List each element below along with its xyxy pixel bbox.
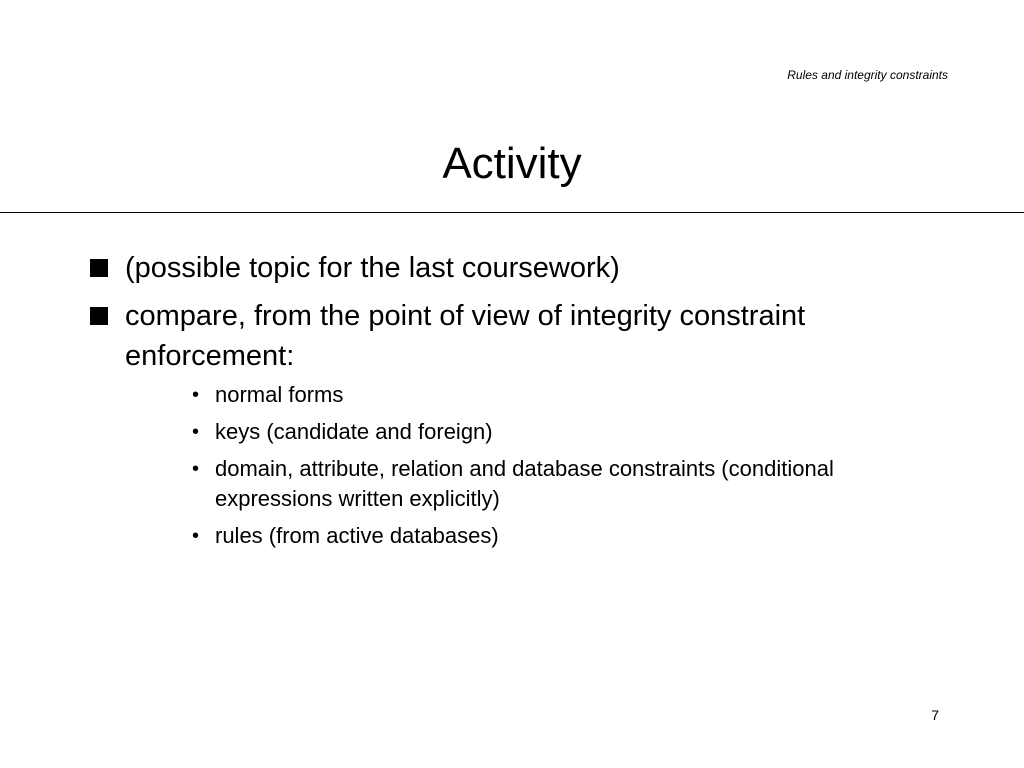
page-number: 7: [931, 707, 939, 723]
main-bullet-item: [90, 248, 950, 288]
slide-title: Activity: [442, 139, 582, 188]
sub-bullet-text: rules (from active databases): [215, 523, 499, 548]
title-divider: [0, 212, 1024, 213]
main-bullet-text: compare, from the point of view of integrity constraint enforcement:: [125, 300, 806, 372]
main-bullet-list: [90, 248, 950, 559]
sub-bullet-item: [188, 454, 928, 514]
dot-bullet-icon: •: [192, 384, 200, 406]
square-bullet-icon: [90, 307, 108, 325]
sub-bullet-item: [188, 380, 928, 410]
main-bullet-item: [90, 296, 950, 551]
dot-bullet-icon: •: [192, 421, 200, 443]
dot-bullet-icon: •: [192, 525, 200, 547]
sub-bullet-item: [188, 417, 928, 447]
main-bullet-text: (possible topic for the last coursework): [125, 252, 620, 284]
sub-bullet-text: domain, attribute, relation and database constraints (conditional expressions written explicitly): [215, 456, 834, 511]
running-header: Rules and integrity constraints: [787, 68, 948, 82]
square-bullet-icon: [90, 259, 108, 277]
sub-bullet-text: normal forms: [215, 382, 344, 407]
sub-bullet-list: [188, 380, 928, 551]
sub-bullet-text: keys (candidate and foreign): [215, 419, 493, 444]
dot-bullet-icon: •: [192, 458, 200, 480]
sub-bullet-item: [188, 521, 928, 551]
